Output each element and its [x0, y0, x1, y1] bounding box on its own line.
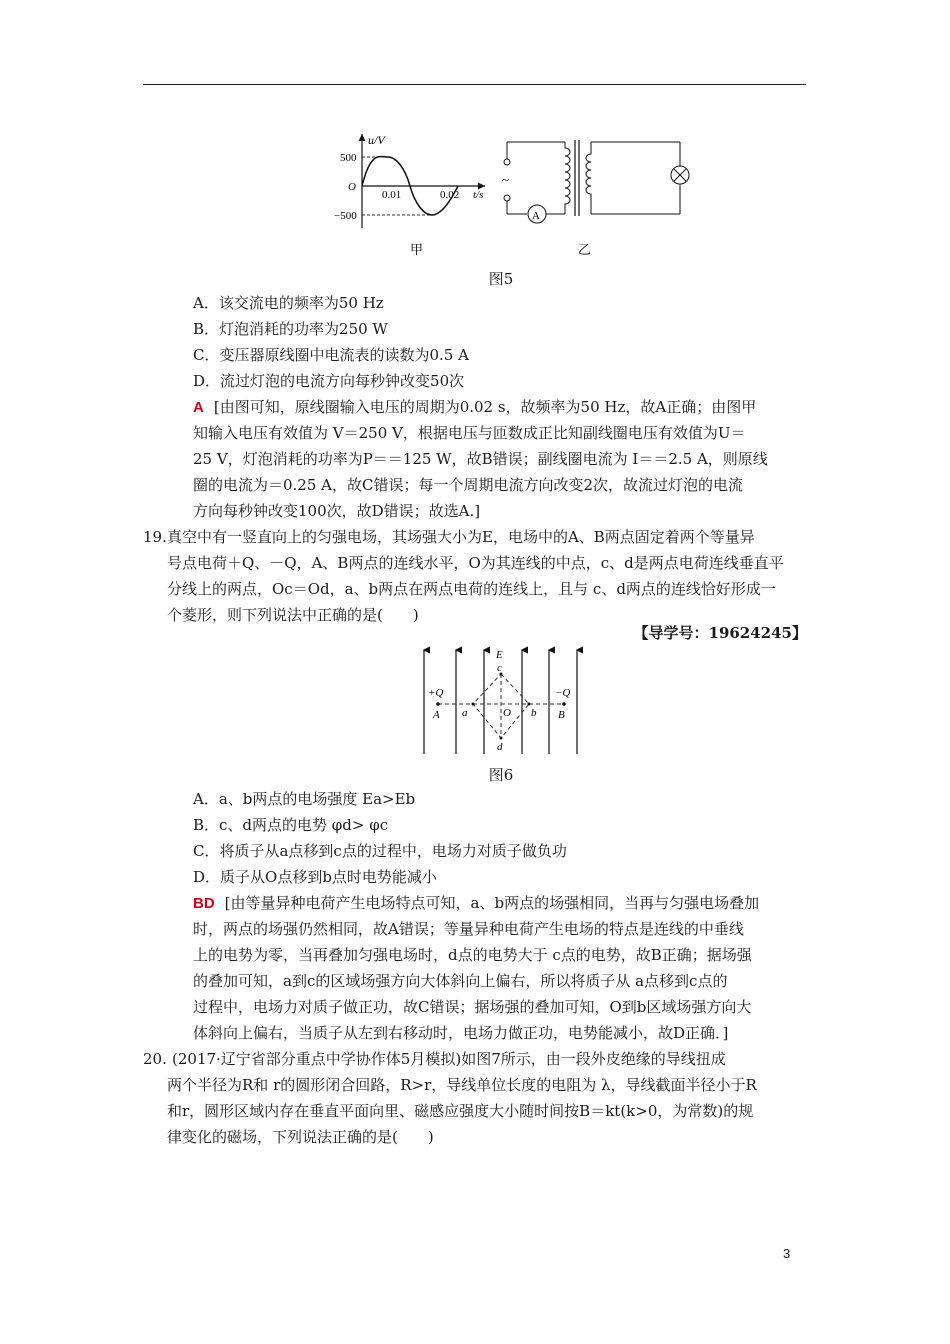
q19-option-a: A．a、b两点的电场强度 Ea>Eb — [193, 790, 416, 808]
q19-stem-1: 真空中有一竖直向上的匀强电场，其场强大小为E，电场中的A、B两点固定着两个等量异 — [167, 528, 755, 546]
x-axis-label: t/s — [473, 189, 484, 201]
point-a-label: a — [462, 707, 468, 719]
q19-guide-number: 【导学号：19624245】 — [633, 624, 807, 642]
q20-stem-2: 两个半径为R和 r的圆形闭合回路，R>r，导线单位长度的电阻为 λ，导线截面半径小于R — [167, 1076, 757, 1094]
charge-plus-Q-label: +Q — [428, 687, 444, 699]
point-d-label: d — [497, 741, 503, 753]
q20-stem-4: 律变化的磁场，下列说法正确的是( ) — [167, 1128, 434, 1146]
y-axis-label: u/V — [368, 133, 385, 147]
q19-option-d: D．质子从O点移到b点时电势能减小 — [193, 868, 437, 886]
q19-stem-2: 号点电荷＋Q、－Q，A、B两点的连线水平，O为其连线的中点，c、d是两点电荷连线垂直平 — [167, 554, 784, 572]
q20-stem-3: 和r，圆形区域内存在垂直平面向里、磁感应强度大小随时间按B＝kt(k>0，为常数)的规 — [167, 1102, 754, 1120]
q18-explanation-4: 圈的电流为＝0.25 A，故C错误；每一个周期电流方向改变2次，故流过灯泡的电流 — [193, 476, 744, 494]
q19-stem-3: 分线上的两点，Oc＝Od，a、b两点在两点电荷的连线上，且与 c、d两点的连线恰好形成一 — [167, 580, 776, 598]
q18-option-c: C．变压器原线圈中电流表的读数为0.5 A — [193, 346, 469, 364]
q19-stem-4: 个菱形，则下列说法中正确的是( ) — [167, 606, 419, 624]
point-c-label: c — [497, 662, 502, 674]
x-tick1-label: 0.01 — [382, 189, 402, 201]
figure6-field-diagram — [412, 646, 592, 758]
q20-number: 20. — [143, 1050, 167, 1068]
q19-number: 19. — [143, 528, 167, 546]
figure5-circuit — [495, 128, 705, 256]
q19-explanation-3: 上的电势为零，当再叠加匀强电场时，d点的电势大于 c点的电势，故B正确；据场强 — [193, 946, 752, 964]
q19-explanation-1 — [193, 890, 759, 917]
q18-answer-label: A — [193, 399, 204, 416]
figure5-waveform — [330, 128, 505, 256]
origin-label: O — [348, 181, 356, 193]
x-tick2-label: 0.02 — [440, 189, 460, 201]
q19-explanation-text: [由等量异种电荷产生电场特点可知，a、b两点的场强相同，当再与匀强电场叠加 — [224, 894, 760, 912]
q18-explanation-3: 25 V，灯泡消耗的功率为P＝＝125 W，故B错误；副线圈电流为 I＝＝2.5 A，则原线 — [193, 450, 768, 468]
figure5-caption: 图5 — [488, 270, 514, 288]
q19-explanation-6: 体斜向上偏右，当质子从左到右移动时，电场力做正功，电势能减小，故D正确．] — [193, 1024, 729, 1042]
field-E-label: E — [496, 649, 503, 661]
point-b-label: b — [531, 707, 537, 719]
y-top-label: 500 — [340, 152, 357, 164]
charge-minus-Q-label: −Q — [555, 687, 571, 699]
point-B-label: B — [558, 709, 565, 721]
ammeter-label: A — [532, 210, 540, 222]
point-O-label: O — [503, 707, 511, 719]
page-number: 3 — [783, 1246, 791, 1261]
q18-explanation-5: 方向每秒钟改变100次，故D错误；故选A.] — [193, 502, 481, 520]
header-rule — [143, 84, 806, 85]
q18-option-d: D．流过灯泡的电流方向每秒钟改变50次 — [193, 372, 465, 390]
q19-explanation-5: 过程中，电场力对质子做正功，故C错误；据场强的叠加可知，O到b区域场强方向大 — [193, 998, 752, 1016]
right-subfig-label: 乙 — [578, 242, 592, 256]
q19-option-b: B．c、d两点的电势 φd> φc — [193, 816, 389, 834]
q20-stem-1: (2017·辽宁省部分重点中学协作体5月模拟)如图7所示，由一段外皮绝缘的导线扭成 — [172, 1050, 726, 1068]
q19-explanation-2: 时，两点的场强仍然相同，故A错误；等量异种电荷产生电场的特点是连线的中垂线 — [193, 920, 744, 938]
q18-explanation-1 — [193, 394, 756, 421]
q18-option-b: B．灯泡消耗的功率为250 W — [193, 320, 388, 338]
q18-explanation-text: [由图可知，原线圈输入电压的周期为0.02 s，故频率为50 Hz，故A正确；由图甲 — [213, 398, 757, 416]
point-A-label: A — [433, 709, 440, 721]
ac-source-symbol: ~ — [502, 172, 510, 187]
q18-explanation-2: 知输入电压有效值为 V＝250 V，根据电压与匝数成正比知副线圈电压有效值为U＝ — [193, 424, 746, 442]
q19-answer-label: BD — [193, 895, 215, 912]
y-bottom-label: −500 — [334, 210, 357, 222]
figure6-caption: 图6 — [488, 766, 514, 784]
q19-explanation-4: 的叠加可知，a到c的区域场强方向大体斜向上偏右，所以将质子从 a点移到c点的 — [193, 972, 728, 990]
left-subfig-label: 甲 — [410, 242, 424, 256]
q18-option-a: A．该交流电的频率为50 Hz — [193, 294, 384, 312]
q19-option-c: C．将质子从a点移到c点的过程中，电场力对质子做负功 — [193, 842, 567, 860]
